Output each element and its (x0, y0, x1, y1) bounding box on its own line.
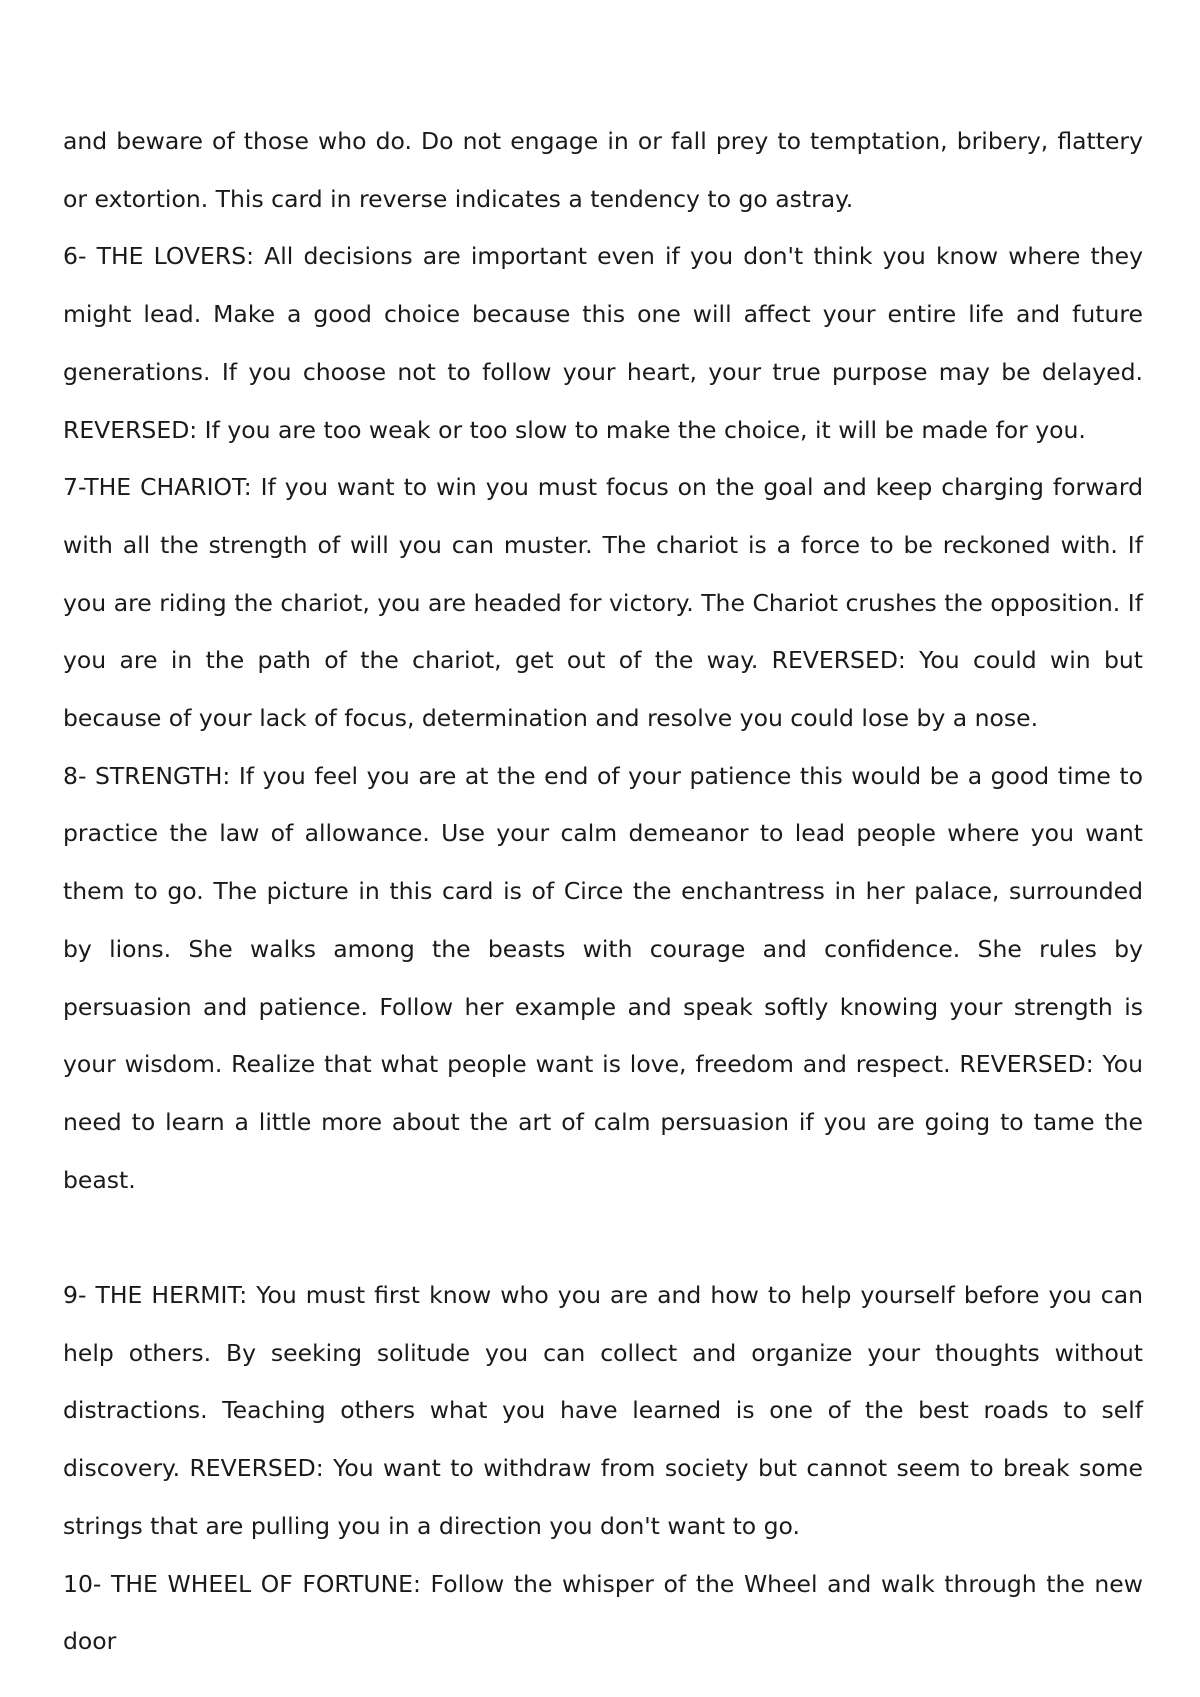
paragraph-wheel-of-fortune: 10- THE WHEEL OF FORTUNE: Follow the whisper of the Wheel and walk through the new door (63, 1569, 1143, 1656)
paragraph-the-hermit: 9- THE HERMIT: You must first know who you are and how to help yourself before you can help others. By seeking solitude you can collect and organize your thoughts without distractions. Teaching others what you have learned is one of the best roads to self discovery. REVERSED: You want to withdraw from society but cannot seem to break some strings that are pulling you in a direction you don't want to go. (63, 1281, 1143, 1540)
paragraph-the-chariot: 7-THE CHARIOT: If you want to win you must focus on the goal and keep charging forward with all the strength of will you can muster. The chariot is a force to be reckoned with. If you are riding the chariot, you are headed for victory. The Chariot crushes the opposition. If you are in the path of the chariot, get out of the way. REVERSED: You could win but because of your lack of focus, determination and resolve you could lose by a nose. (63, 473, 1143, 733)
paragraph-strength: 8- STRENGTH: If you feel you are at the end of your patience this would be a good time to practice the law of allowance. Use your calm demeanor to lead people where you want them to go. The picture in this card is of Circe the enchantress in her palace, surrounded by lions. She walks among the beasts with courage and confidence. She rules by persuasion and patience. Follow her example and speak softly knowing your strength is your wisdom. Realize that what people want is love, freedom and respect. REVERSED: You need to learn a little more about the art of calm persuasion if you are going to tame the beast. (63, 761, 1143, 1194)
paragraph-gap (63, 1209, 1143, 1267)
paragraph-the-lovers: 6- THE LOVERS: All decisions are important even if you don't think you know where they might lead. Make a good choice because this one will affect your entire life and future generations. If you choose not to follow your heart, your true purpose may be delayed. REVERSED: If you are too weak or too slow to make the choice, it will be made for you. (63, 242, 1143, 444)
paragraph-hierophant-continued: and beware of those who do. Do not engage in or fall prey to temptation, bribery, flattery or extortion. This card in reverse indicates a tendency to go astray. (63, 127, 1143, 213)
document-page (63, 113, 1143, 1671)
